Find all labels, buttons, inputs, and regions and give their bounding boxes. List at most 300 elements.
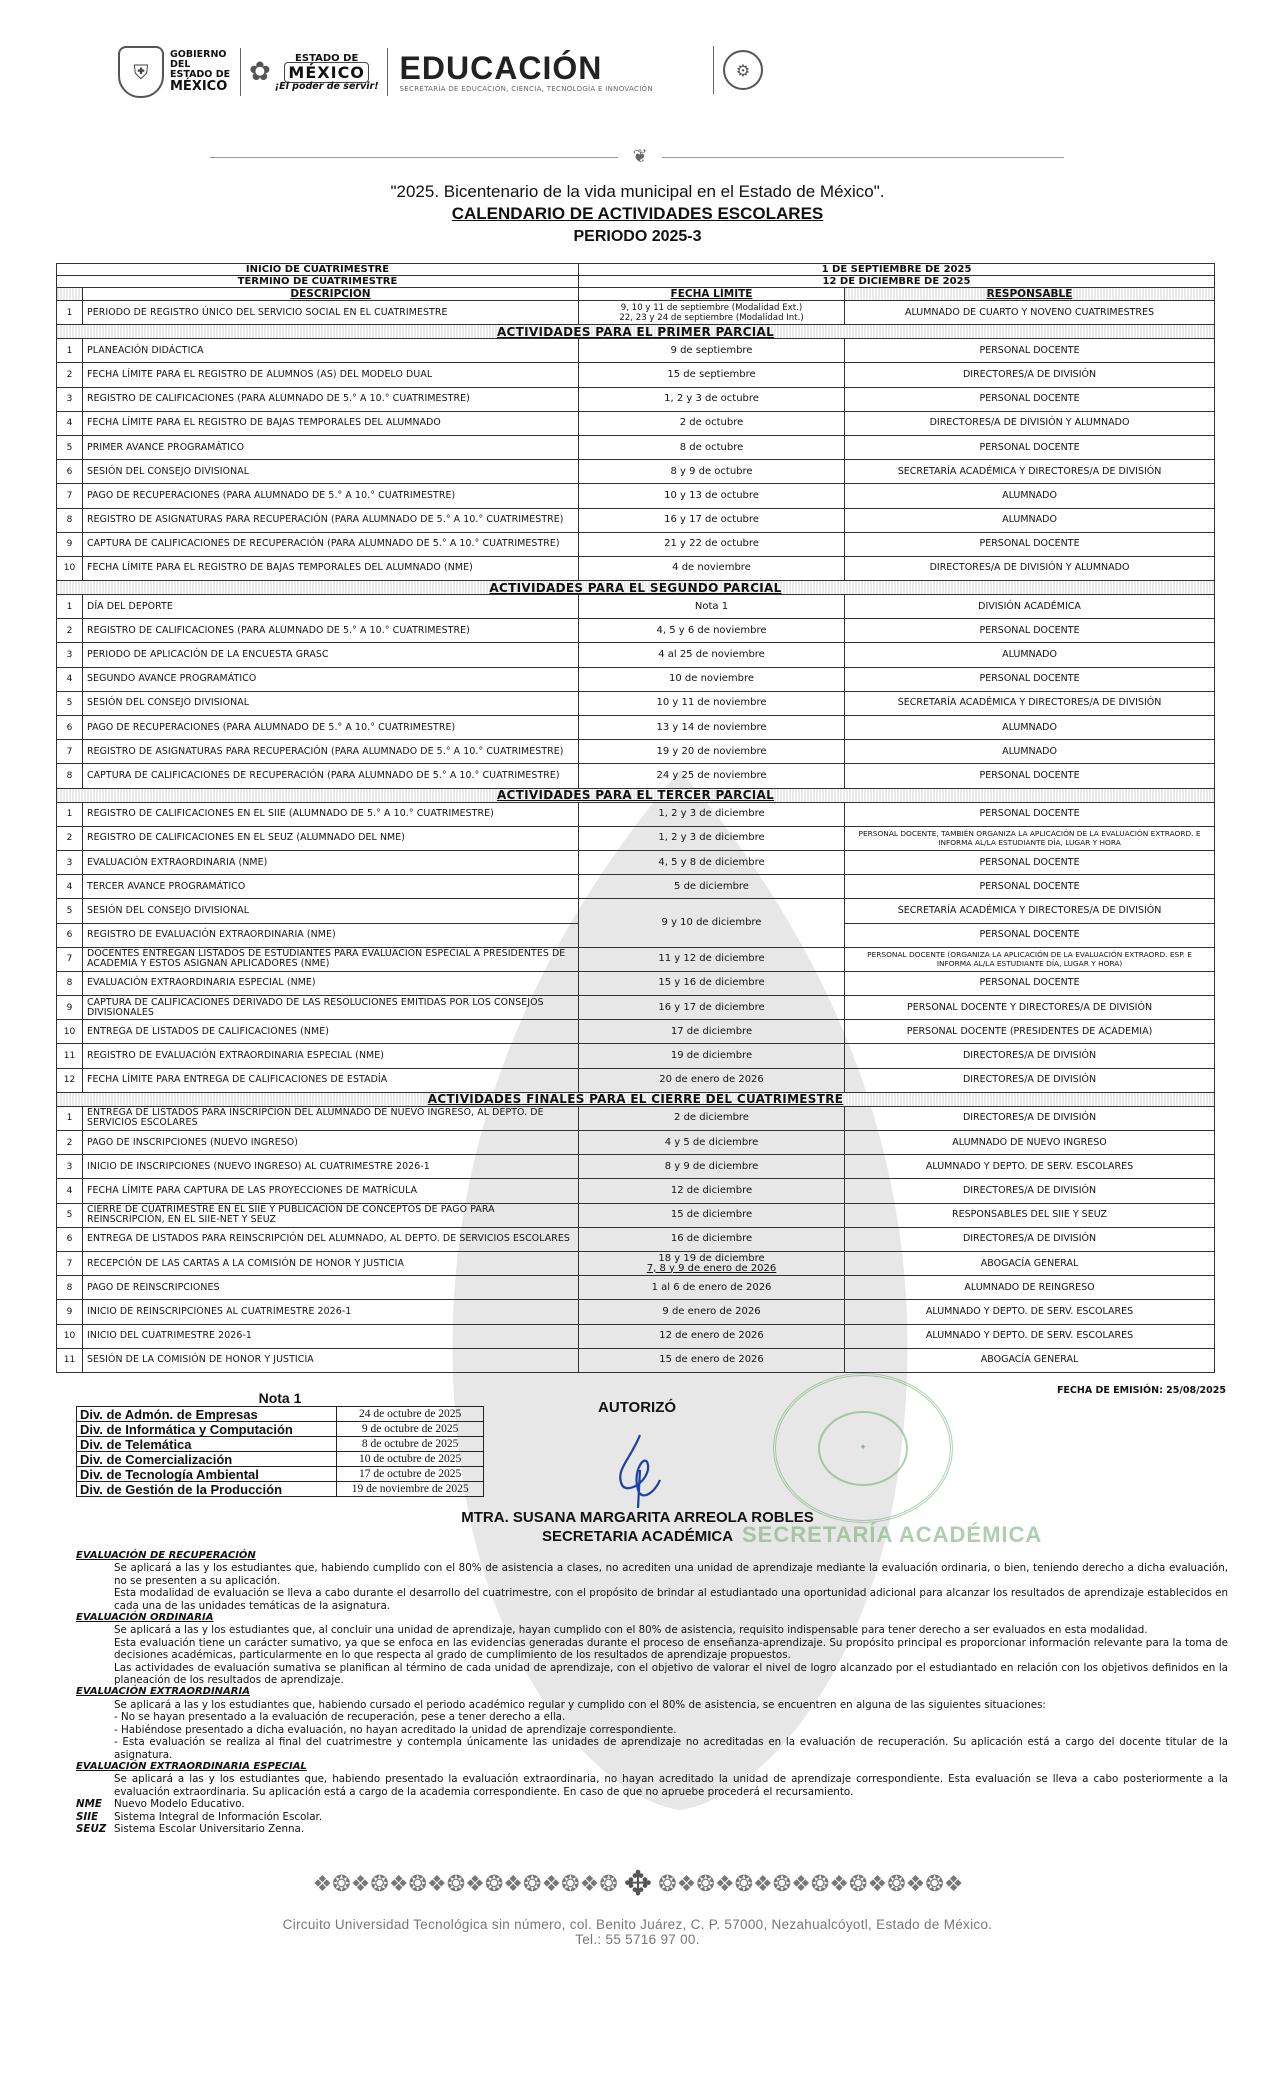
row-responsible: PERSONAL DOCENTE: [845, 339, 1215, 363]
row-number: 11: [57, 1348, 83, 1372]
glossary-text: - No se hayan presentado a la evaluación de recuperación, pese a tener derecho a ella.: [114, 1711, 566, 1724]
header-fecha-limite: FECHA LÍMITE: [579, 288, 845, 301]
table-row: [57, 850, 1215, 874]
row-description: EVALUACIÓN EXTRAORDINARIA (NME): [83, 850, 579, 874]
table-row: [57, 411, 1215, 435]
row-responsible: PERSONAL DOCENTE (PRESIDENTES DE ACADEMIA): [845, 1020, 1215, 1044]
section-title: ACTIVIDADES PARA EL TERCER PARCIAL: [57, 788, 1215, 802]
row-description: ENTREGA DE LISTADOS PARA INSCRIPCIÓN DEL ALUMNADO DE NUEVO INGRESO, AL DEPTO. DE SERVICIOS ESCOLARES: [83, 1106, 579, 1130]
row-date: 1, 2 y 3 de octubre: [579, 387, 845, 411]
table-row: [57, 1276, 1215, 1300]
division-name: Div. de Tecnología Ambiental: [77, 1467, 337, 1482]
row-date: 4, 5 y 6 de noviembre: [579, 619, 845, 643]
section-header-row: [57, 1092, 1215, 1106]
nota-table: [76, 1406, 484, 1497]
row-responsible: ABOGACÍA GENERAL: [845, 1348, 1215, 1372]
division-name: Div. de Telemática: [77, 1437, 337, 1452]
row-date: 24 y 25 de noviembre: [579, 764, 845, 788]
table-row: [57, 691, 1215, 715]
table-row: [57, 996, 1215, 1020]
table-row: [57, 1155, 1215, 1179]
row-date: 4 de noviembre: [579, 556, 845, 580]
address-text: Circuito Universidad Tecnológica sin número, col. Benito Juárez, C. P. 57000, Nezahualcóyotl, Estado de México.: [282, 1917, 993, 1932]
inicio-label: INICIO DE CUATRIMESTRE: [57, 264, 579, 276]
row-date: 16 y 17 de diciembre: [579, 996, 845, 1020]
division-name: Div. de Comercialización: [77, 1452, 337, 1467]
row-responsible: PERSONAL DOCENTE: [845, 667, 1215, 691]
row-responsible: PERSONAL DOCENTE Y DIRECTORES/A DE DIVISIÓN: [845, 996, 1215, 1020]
row-number: 4: [57, 667, 83, 691]
header-responsable: RESPONSABLE: [845, 288, 1215, 301]
table-row: [57, 899, 1215, 923]
row-number: 10: [57, 1324, 83, 1348]
row-responsible: PERSONAL DOCENTE: [845, 875, 1215, 899]
row-responsible: ALUMNADO Y DEPTO. DE SERV. ESCOLARES: [845, 1324, 1215, 1348]
row-number: 6: [57, 1227, 83, 1251]
nota-title: Nota 1: [258, 1390, 302, 1406]
row-date: 12 de enero de 2026: [579, 1324, 845, 1348]
row-date: Nota 1: [579, 595, 845, 619]
row-number: 10: [57, 556, 83, 580]
row-date: 15 de septiembre: [579, 363, 845, 387]
division-name: Div. de Admón. de Empresas: [77, 1407, 337, 1422]
row-date: 16 y 17 de octubre: [579, 508, 845, 532]
row-number: 3: [57, 850, 83, 874]
row-description: REGISTRO DE CALIFICACIONES EN EL SIIE (ALUMNADO DE 5.° A 10.° CUATRIMESTRE): [83, 802, 579, 826]
row-date: 16 de diciembre: [579, 1227, 845, 1251]
table-row: [57, 971, 1215, 995]
table-row: [57, 740, 1215, 764]
row-description: SESIÓN DEL CONSEJO DIVISIONAL: [83, 691, 579, 715]
row-date: 1, 2 y 3 de diciembre: [579, 826, 845, 850]
ornament-pattern-icon: ❖❂❖❂❖❂❖❂❖❂❖❂❖❂❖❂: [312, 1871, 618, 1897]
row-description: SESIÓN DEL CONSEJO DIVISIONAL: [83, 899, 579, 923]
row-responsible: SECRETARÍA ACADÉMICA Y DIRECTORES/A DE DIVISIÓN: [845, 899, 1215, 923]
glossary-text: Se aplicará a las y los estudiantes que, al concluir una unidad de aprendizaje, hayan cumplido con el 80% de asistencia, requisito indispensable para tener derecho a ser evaluados en esta modalidad.: [114, 1624, 1148, 1637]
row-description: CAPTURA DE CALIFICACIONES DE RECUPERACIÓN (PARA ALUMNADO DE 5.° A 10.° CUATRIMESTRE): [83, 532, 579, 556]
row-responsible: DIRECTORES/A DE DIVISIÓN Y ALUMNADO: [845, 556, 1215, 580]
row-responsible: PERSONAL DOCENTE: [845, 435, 1215, 459]
official-stamp: [773, 1373, 953, 1523]
glossary-text: Se aplicará a las y los estudiantes que, habiendo cumplido con el 80% de asistencia a clases, no acrediten una unidad de aprendizaje mediante la evaluación ordinaria, o bien, teniendo derecho a dicha evaluación, no se presenten a su aplicación.: [114, 1562, 1228, 1587]
row-number: 1: [57, 339, 83, 363]
autorizo-label: AUTORIZÓ: [598, 1399, 677, 1416]
division-date: 10 de octubre de 2025: [337, 1452, 484, 1467]
glossary-text: - Esta evaluación se realiza al final del cuatrimestre y contempla únicamente las unidades de aprendizaje no acreditadas en la evaluación de recuperación. Su aplicación está a cargo del docente titular de la asignatura.: [114, 1736, 1228, 1761]
table-row: [57, 875, 1215, 899]
row-responsible: ALUMNADO DE NUEVO INGRESO: [845, 1131, 1215, 1155]
table-row: [57, 1348, 1215, 1372]
row-number: 8: [57, 764, 83, 788]
row-responsible: DIVISIÓN ACADÉMICA: [845, 595, 1215, 619]
table-row: [57, 435, 1215, 459]
row-date: 15 de enero de 2026: [579, 1348, 845, 1372]
row-number: 10: [57, 1020, 83, 1044]
termino-label: TÉRMINO DE CUATRIMESTRE: [57, 276, 579, 288]
row-number: 5: [57, 435, 83, 459]
fecha-emision: FECHA DE EMISIÓN: 25/08/2025: [1056, 1385, 1226, 1396]
row-description: CAPTURA DE CALIFICACIONES DE RECUPERACIÓN (PARA ALUMNADO DE 5.° A 10.° CUATRIMESTRE): [83, 764, 579, 788]
row-responsible: ALUMNADO: [845, 643, 1215, 667]
row-responsible: ALUMNADO: [845, 484, 1215, 508]
row-responsible: DIRECTORES/A DE DIVISIÓN Y ALUMNADO: [845, 411, 1215, 435]
table-row: [57, 1324, 1215, 1348]
table-row: [57, 1203, 1215, 1227]
row-number: 7: [57, 484, 83, 508]
row-description: INICIO DE INSCRIPCIONES (NUEVO INGRESO) AL CUATRIMESTRE 2026-1: [83, 1155, 579, 1179]
gobierno-logo-text: GOBIERNO DEL ESTADO DE MÉXICO: [170, 49, 231, 94]
section-header-row: [57, 581, 1215, 595]
ornament-pattern-icon: ❂❖❂❖❂❖❂❖❂❖❂❖❂❖❂❖: [658, 1871, 964, 1897]
row-number: 6: [57, 460, 83, 484]
row-number: 3: [57, 643, 83, 667]
row-number: 2: [57, 619, 83, 643]
row-description: CIERRE DE CUATRIMESTRE EN EL SIIE Y PUBLICACIÓN DE CONCEPTOS DE PAGO PARA REINSCRIPCIÓN, EN EL SIIE-NET Y SEUZ: [83, 1203, 579, 1227]
header-descripcion: DESCRIPCIÓN: [83, 288, 579, 301]
glossary-text: Se aplicará a las y los estudiantes que, habiendo presentado la evaluación extraordinaria, no hayan acreditado la unidad de aprendizaje correspondiente. Esta evaluación se lleva a cabo posteriormente a la evaluación extraordinaria. Su aplicación está a cargo de la academia correspondiente. En caso de que no apruebe procederá el recursamiento.: [114, 1773, 1228, 1798]
row-date: 4 y 5 de diciembre: [579, 1131, 845, 1155]
division-date: 9 de octubre de 2025: [337, 1422, 484, 1437]
row-date: 10 y 11 de noviembre: [579, 691, 845, 715]
table-row: [57, 339, 1215, 363]
row-description: DÍA DEL DEPORTE: [83, 595, 579, 619]
row-date: 5 de diciembre: [579, 875, 845, 899]
row-description: TERCER AVANCE PROGRAMÁTICO: [83, 875, 579, 899]
university-logo-icon: ⚙: [723, 50, 763, 90]
glossary-term: EVALUACIÓN EXTRAORDINARIA ESPECIAL: [76, 1760, 307, 1772]
table-row: [57, 595, 1215, 619]
row-description: DOCENTES ENTREGAN LISTADOS DE ESTUDIANTES PARA EVALUACIÓN ESPECIAL A PRESIDENTES DE ACADEMIA Y ESTOS ASIGNAN APLICADORES (NME): [83, 947, 579, 971]
row-date: 11 y 12 de diciembre: [579, 947, 845, 971]
row-responsible: PERSONAL DOCENTE: [845, 971, 1215, 995]
section-header-row: [57, 325, 1215, 339]
division-date: 17 de octubre de 2025: [337, 1467, 484, 1482]
row-responsible: RESPONSABLES DEL SIIE Y SEUZ: [845, 1203, 1215, 1227]
row-date: 10 y 13 de octubre: [579, 484, 845, 508]
header-logos: [118, 44, 738, 100]
row-responsible: ALUMNADO Y DEPTO. DE SERV. ESCOLARES: [845, 1300, 1215, 1324]
row-number: 6: [57, 716, 83, 740]
row-number: 3: [57, 387, 83, 411]
row-responsible: PERSONAL DOCENTE: [845, 802, 1215, 826]
table-row: [57, 1131, 1215, 1155]
row-number: 9: [57, 1300, 83, 1324]
table-row: [57, 363, 1215, 387]
row-responsible: ALUMNADO: [845, 740, 1215, 764]
row-number: 11: [57, 1044, 83, 1068]
division-name: Div. de Gestión de la Producción: [77, 1482, 337, 1497]
row-number: 4: [57, 875, 83, 899]
nota-1-box: [76, 1390, 484, 1497]
table-row: [57, 826, 1215, 850]
table-row: [57, 1044, 1215, 1068]
row-responsible: DIRECTORES/A DE DIVISIÓN: [845, 1227, 1215, 1251]
row-description: PERIODO DE REGISTRO ÚNICO DEL SERVICIO SOCIAL EN EL CUATRIMESTRE: [83, 301, 579, 325]
table-row: [57, 764, 1215, 788]
row-description: REGISTRO DE ASIGNATURAS PARA RECUPERACIÓN (PARA ALUMNADO DE 5.° A 10.° CUATRIMESTRE): [83, 740, 579, 764]
row-date: 9 de enero de 2026: [579, 1300, 845, 1324]
header-num-cell: [57, 288, 83, 301]
stamp-eagle-icon: ✦: [818, 1411, 908, 1486]
row-responsible: ALUMNADO DE CUARTO Y NOVENO CUATRIMESTRES: [845, 301, 1215, 325]
section-header-row: [57, 788, 1215, 802]
row-number: 4: [57, 1179, 83, 1203]
row-description: ENTREGA DE LISTADOS PARA REINSCRIPCIÓN DEL ALUMNADO, AL DEPTO. DE SERVICIOS ESCOLARES: [83, 1227, 579, 1251]
table-row: [57, 276, 1215, 288]
glossary-text: Esta modalidad de evaluación se lleva a cabo durante el desarrollo del cuatrimestre, con el propósito de brindar al estudiantado una oportunidad adicional para alcanzar los resultados de aprendizaje establecidos en cada una de las unidades temáticas de la asignatura.: [114, 1587, 1228, 1612]
row-description: PAGO DE INSCRIPCIONES (NUEVO INGRESO): [83, 1131, 579, 1155]
row-date: 9, 10 y 11 de septiembre (Modalidad Ext.) 22, 23 y 24 de septiembre (Modalidad Int.): [579, 301, 845, 325]
leaf-ornament-icon: ❦: [632, 146, 648, 167]
row-number: 2: [57, 1131, 83, 1155]
row-responsible: DIRECTORES/A DE DIVISIÓN: [845, 1106, 1215, 1130]
row-responsible: SECRETARÍA ACADÉMICA Y DIRECTORES/A DE DIVISIÓN: [845, 460, 1215, 484]
row-responsible: SECRETARÍA ACADÉMICA Y DIRECTORES/A DE DIVISIÓN: [845, 691, 1215, 715]
table-row: [57, 1020, 1215, 1044]
ornament-center-icon: ✥: [623, 1864, 653, 1904]
row-number: 8: [57, 1276, 83, 1300]
row-number: 5: [57, 691, 83, 715]
row-date: 17 de diciembre: [579, 1020, 845, 1044]
signer-position: SECRETARIA ACADÉMICA: [541, 1528, 734, 1545]
row-date: 19 de diciembre: [579, 1044, 845, 1068]
row-description: FECHA LÍMITE PARA CAPTURA DE LAS PROYECCIONES DE MATRÍCULA: [83, 1179, 579, 1203]
row-date: 12 de diciembre: [579, 1179, 845, 1203]
row-number: 5: [57, 1203, 83, 1227]
row-date: 2 de diciembre: [579, 1106, 845, 1130]
row-date: 9 de septiembre: [579, 339, 845, 363]
row-description: REGISTRO DE CALIFICACIONES EN EL SEUZ (ALUMNADO DEL NME): [83, 826, 579, 850]
row-description: SESIÓN DEL CONSEJO DIVISIONAL: [83, 460, 579, 484]
row-number: 7: [57, 1251, 83, 1275]
section-title: ACTIVIDADES PARA EL PRIMER PARCIAL: [57, 325, 1215, 339]
table-header-row: [57, 288, 1215, 301]
row-responsible: ALUMNADO Y DEPTO. DE SERV. ESCOLARES: [845, 1155, 1215, 1179]
division-date: 8 de octubre de 2025: [337, 1437, 484, 1452]
row-responsible: PERSONAL DOCENTE (ORGANIZA LA APLICACIÓN DE LA EVALUACIÓN EXTRAORD. ESP. E INFORMA AL/LA ESTUDIANTE DÍA, LUGAR Y HORA): [845, 947, 1215, 971]
nota-row: [77, 1407, 484, 1422]
table-row: [57, 301, 1215, 325]
row-date: 15 de diciembre: [579, 1203, 845, 1227]
row-description: REGISTRO DE CALIFICACIONES (PARA ALUMNADO DE 5.° A 10.° CUATRIMESTRE): [83, 387, 579, 411]
row-responsible: PERSONAL DOCENTE, TAMBIÉN ORGANIZA LA APLICACIÓN DE LA EVALUACIÓN EXTRAORD. E INFORMA AL/LA ESTUDIANTE DÍA, LUGAR Y HORA: [845, 826, 1215, 850]
row-description: FECHA LÍMITE PARA EL REGISTRO DE ALUMNOS (AS) DEL MODELO DUAL: [83, 363, 579, 387]
table-row: [57, 1251, 1215, 1275]
row-description: REGISTRO DE CALIFICACIONES (PARA ALUMNADO DE 5.° A 10.° CUATRIMESTRE): [83, 619, 579, 643]
calendar-title: CALENDARIO DE ACTIVIDADES ESCOLARES: [451, 204, 824, 223]
row-number: 1: [57, 1106, 83, 1130]
row-number: 2: [57, 826, 83, 850]
coat-of-arms-icon: ⛨: [118, 46, 164, 98]
nota-row: [77, 1482, 484, 1497]
row-date: 8 y 9 de diciembre: [579, 1155, 845, 1179]
row-responsible: DIRECTORES/A DE DIVISIÓN: [845, 1068, 1215, 1092]
row-description: INICIO DE REINSCRIPCIONES AL CUATRIMESTRE 2026-1: [83, 1300, 579, 1324]
edomex-logo: ✿ ESTADO DE MÉXICO ¡El poder de servir!: [249, 52, 379, 92]
phone-text: Tel.: 55 5716 97 00.: [575, 1932, 700, 1947]
periodo-title: PERIODO 2025-3: [573, 228, 702, 245]
abbreviation: SIIE Sistema Integral de Información Escolar.: [76, 1810, 323, 1823]
row-description: PAGO DE RECUPERACIONES (PARA ALUMNADO DE 5.° A 10.° CUATRIMESTRE): [83, 716, 579, 740]
table-row: [57, 556, 1215, 580]
row-date: 2 de octubre: [579, 411, 845, 435]
nota-row: [77, 1452, 484, 1467]
evaluation-glossary: [76, 1550, 1228, 1835]
row-date: 19 y 20 de noviembre: [579, 740, 845, 764]
activities-calendar-table: [56, 263, 1215, 1373]
nota-row: [77, 1422, 484, 1437]
signer-name: MTRA. SUSANA MARGARITA ARREOLA ROBLES: [461, 1509, 814, 1526]
row-description: REGISTRO DE ASIGNATURAS PARA RECUPERACIÓN (PARA ALUMNADO DE 5.° A 10.° CUATRIMESTRE): [83, 508, 579, 532]
header-separator: [387, 48, 388, 96]
row-date: 8 de octubre: [579, 435, 845, 459]
row-responsible: DIRECTORES/A DE DIVISIÓN: [845, 363, 1215, 387]
row-responsible: ALUMNADO DE REINGRESO: [845, 1276, 1215, 1300]
table-row: [57, 1227, 1215, 1251]
row-responsible: DIRECTORES/A DE DIVISIÓN: [845, 1044, 1215, 1068]
glossary-term: EVALUACIÓN DE RECUPERACIÓN: [76, 1550, 256, 1561]
table-row: [57, 1068, 1215, 1092]
row-responsible: PERSONAL DOCENTE: [845, 619, 1215, 643]
glossary-text: Esta evaluación tiene un carácter sumativo, ya que se enfoca en las evidencias generadas durante el proceso de enseñanza-aprendizaje. Su propósito principal es proporcionar información relevante para la toma de decisiones académicas, particularmente en lo que respecta al grado de cumplimiento de los resultados de aprendizaje propuestos.: [114, 1636, 1228, 1662]
table-row: [57, 947, 1215, 971]
row-description: FECHA LÍMITE PARA ENTREGA DE CALIFICACIONES DE ESTADÍA: [83, 1068, 579, 1092]
abbreviation: NME Nuevo Modelo Educativo.: [76, 1798, 245, 1811]
row-date: 10 de noviembre: [579, 667, 845, 691]
row-description: PERIODO DE APLICACIÓN DE LA ENCUESTA GRASC: [83, 643, 579, 667]
table-row: [57, 484, 1215, 508]
row-description: ENTREGA DE LISTADOS DE CALIFICACIONES (NME): [83, 1020, 579, 1044]
row-description: INICIO DEL CUATRIMESTRE 2026-1: [83, 1324, 579, 1348]
section-title: ACTIVIDADES PARA EL SEGUNDO PARCIAL: [57, 581, 1215, 595]
row-description: PAGO DE RECUPERACIONES (PARA ALUMNADO DE 5.° A 10.° CUATRIMESTRE): [83, 484, 579, 508]
row-responsible: PERSONAL DOCENTE: [845, 923, 1215, 947]
row-date: 1 al 6 de enero de 2026: [579, 1276, 845, 1300]
glossary-text: - Habiéndose presentado a dicha evaluación, no hayan acreditado la unidad de aprendizaje correspondiente.: [114, 1723, 677, 1736]
row-number: 7: [57, 947, 83, 971]
abbreviation: SEUZ Sistema Escolar Universitario Zenna.: [76, 1822, 305, 1835]
table-row: [57, 1106, 1215, 1130]
row-description: PRIMER AVANCE PROGRAMÁTICO: [83, 435, 579, 459]
row-description: SEGUNDO AVANCE PROGRAMÁTICO: [83, 667, 579, 691]
row-description: EVALUACIÓN EXTRAORDINARIA ESPECIAL (NME): [83, 971, 579, 995]
section-title: ACTIVIDADES FINALES PARA EL CIERRE DEL CUATRIMESTRE: [57, 1092, 1215, 1106]
row-number: 12: [57, 1068, 83, 1092]
row-number: 9: [57, 532, 83, 556]
document-title-block: [0, 181, 1275, 248]
footer-address: [0, 1917, 1275, 1947]
row-date: 15 y 16 de diciembre: [579, 971, 845, 995]
glossary-term: EVALUACIÓN ORDINARIA: [76, 1612, 214, 1624]
row-number: 1: [57, 301, 83, 325]
row-number: 7: [57, 740, 83, 764]
row-number: 8: [57, 508, 83, 532]
inicio-value: 1 DE SEPTIEMBRE DE 2025: [579, 264, 1215, 276]
division-date: 24 de octubre de 2025: [337, 1407, 484, 1422]
signature-graphic: [610, 1430, 670, 1510]
termino-value: 12 DE DICIEMBRE DE 2025: [579, 276, 1215, 288]
row-description: REGISTRO DE EVALUACIÓN EXTRAORDINARIA (NME): [83, 923, 579, 947]
table-row: [57, 460, 1215, 484]
row-number: 9: [57, 996, 83, 1020]
stamp-text: SECRETARÍA ACADÉMICA: [742, 1522, 1043, 1547]
table-row: [57, 532, 1215, 556]
nota-row: [77, 1467, 484, 1482]
row-number: 4: [57, 411, 83, 435]
table-row: [57, 264, 1215, 276]
table-row: [57, 802, 1215, 826]
signer-block: [0, 1508, 1275, 1546]
row-responsible: ABOGACÍA GENERAL: [845, 1251, 1215, 1275]
row-description: PLANEACIÓN DIDÁCTICA: [83, 339, 579, 363]
glossary-text: Las actividades de evaluación sumativa se planifican al término de cada unidad de aprendizaje, con el objetivo de valorar el nivel de logro alcanzado por el estudiantado en relación con los objetivos definidos en la planeación de los resultados de aprendizaje.: [114, 1661, 1228, 1687]
table-row: [57, 1179, 1215, 1203]
divider-line-left: [210, 157, 618, 158]
row-responsible: PERSONAL DOCENTE: [845, 764, 1215, 788]
glossary-text: Se aplicará a las y los estudiantes que, habiendo cursado el periodo académico regular y cumplido con el 80% de asistencia, se encuentren en alguna de las siguientes situaciones:: [114, 1698, 1046, 1711]
table-row: [57, 508, 1215, 532]
row-date: 21 y 22 de octubre: [579, 532, 845, 556]
row-number: 5: [57, 899, 83, 923]
row-description: CAPTURA DE CALIFICACIONES DERIVADO DE LAS RESOLUCIONES EMITIDAS POR LOS CONSEJOS DIVISIONALES: [83, 996, 579, 1020]
division-date: 19 de noviembre de 2025: [337, 1482, 484, 1497]
row-responsible: PERSONAL DOCENTE: [845, 532, 1215, 556]
row-date: 4, 5 y 8 de diciembre: [579, 850, 845, 874]
row-number: 3: [57, 1155, 83, 1179]
row-description: REGISTRO DE EVALUACIÓN EXTRAORDINARIA ESPECIAL (NME): [83, 1044, 579, 1068]
header-separator: [240, 48, 241, 96]
table-row: [57, 387, 1215, 411]
row-responsible: DIRECTORES/A DE DIVISIÓN: [845, 1179, 1215, 1203]
header-separator: [713, 46, 714, 94]
row-number: 1: [57, 595, 83, 619]
motto: "2025. Bicentenario de la vida municipal en el Estado de México".: [390, 182, 885, 201]
division-name: Div. de Informática y Computación: [77, 1422, 337, 1437]
row-responsible: PERSONAL DOCENTE: [845, 850, 1215, 874]
table-row: [57, 716, 1215, 740]
row-description: FECHA LÍMITE PARA EL REGISTRO DE BAJAS TEMPORALES DEL ALUMNADO (NME): [83, 556, 579, 580]
row-responsible: ALUMNADO: [845, 716, 1215, 740]
row-date: 13 y 14 de noviembre: [579, 716, 845, 740]
educacion-logo: EDUCACIÓN SECRETARÍA DE EDUCACIÓN, CIENCIA, TECNOLOGÍA E INNOVACIÓN: [399, 50, 653, 93]
row-date: 1, 2 y 3 de diciembre: [579, 802, 845, 826]
row-number: 1: [57, 802, 83, 826]
row-date: 9 y 10 de diciembre: [579, 899, 845, 947]
row-responsible: PERSONAL DOCENTE: [845, 387, 1215, 411]
row-date: 20 de enero de 2026: [579, 1068, 845, 1092]
edomex-flower-icon: ✿: [249, 57, 271, 87]
divider-line-right: [662, 157, 1064, 158]
row-responsible: ALUMNADO: [845, 508, 1215, 532]
row-description: PAGO DE REINSCRIPCIONES: [83, 1276, 579, 1300]
row-description: SESIÓN DE LA COMISIÓN DE HONOR Y JUSTICIA: [83, 1348, 579, 1372]
row-number: 2: [57, 363, 83, 387]
row-date: 4 al 25 de noviembre: [579, 643, 845, 667]
row-number: 6: [57, 923, 83, 947]
table-row: [57, 667, 1215, 691]
row-date: 8 y 9 de octubre: [579, 460, 845, 484]
table-row: [57, 619, 1215, 643]
table-row: [57, 1300, 1215, 1324]
row-description: FECHA LÍMITE PARA EL REGISTRO DE BAJAS TEMPORALES DEL ALUMNADO: [83, 411, 579, 435]
row-date: 18 y 19 de diciembre 7, 8 y 9 de enero de 2026: [579, 1251, 845, 1275]
decorative-ornament-band: [208, 1864, 1068, 1904]
nota-row: [77, 1437, 484, 1452]
glossary-term: EVALUACIÓN EXTRAORDINARIA: [76, 1686, 250, 1698]
row-description: RECEPCIÓN DE LAS CARTAS A LA COMISIÓN DE HONOR Y JUSTICIA: [83, 1251, 579, 1275]
table-row: [57, 643, 1215, 667]
row-number: 8: [57, 971, 83, 995]
